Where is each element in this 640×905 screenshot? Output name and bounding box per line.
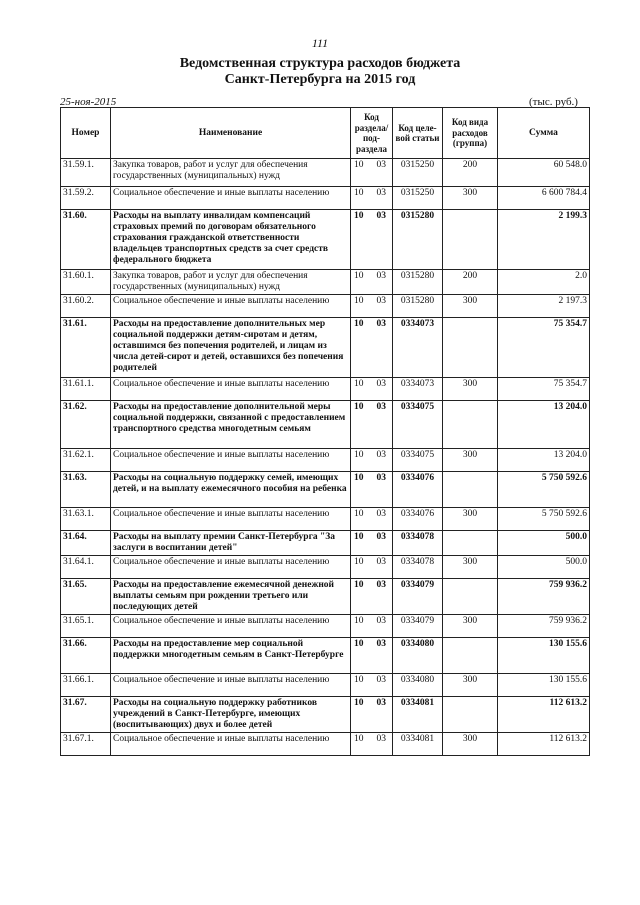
row-subsection: 03 [376,450,386,460]
row-name: Закупка товаров, работ и услуг для обеспечения государственных (муниципальных) нужд [111,270,351,295]
row-target-code: 0334079 [393,615,443,638]
table-row [61,159,590,187]
row-section-code [351,615,393,638]
row-section: 10 [354,211,364,221]
row-section: 10 [354,675,364,685]
row-number: 31.64. [61,531,111,556]
row-number: 31.65.1. [61,615,111,638]
title-line-1: Ведомственная структура расходов бюджета [179,56,461,71]
row-target-code: 0334078 [393,531,443,556]
row-section: 10 [354,379,364,389]
row-expense-type: 300 [443,733,498,756]
row-name: Социальное обеспечение и иные выплаты населению [111,187,351,210]
row-section: 10 [354,616,364,626]
header-amount: Сумма [498,108,590,159]
row-section-code [351,579,393,615]
row-name: Расходы на предоставление ежемесячной денежной выплаты семьям при рождении третьего или последующих детей [111,579,351,615]
row-subsection: 03 [376,639,386,649]
row-subsection: 03 [376,509,386,519]
page-number: 111 [311,36,329,50]
row-name: Социальное обеспечение и иные выплаты населению [111,295,351,318]
table-row [61,579,590,615]
row-target-code: 0334080 [393,674,443,697]
row-section-code [351,295,393,318]
row-amount: 5 750 592.6 [498,508,590,531]
row-section-code [351,318,393,378]
row-amount: 13 204.0 [498,449,590,472]
row-expense-type: 300 [443,295,498,318]
row-name: Социальное обеспечение и иные выплаты населению [111,449,351,472]
row-amount: 2 197.3 [498,295,590,318]
row-target-code: 0334075 [393,449,443,472]
row-expense-type [443,318,498,378]
row-subsection: 03 [376,734,386,744]
table-row [61,556,590,579]
page-title [0,56,640,88]
row-section: 10 [354,580,364,590]
row-subsection: 03 [376,616,386,626]
row-section: 10 [354,509,364,519]
row-name: Расходы на выплату инвалидам компенсаций страховых премий по договорам обязательного страхования гражданской ответственности владельцев транспортных средств за счет средств федерального бюджета [111,210,351,270]
row-expense-type: 300 [443,449,498,472]
budget-table [60,107,590,756]
table-row [61,449,590,472]
row-subsection: 03 [376,532,386,542]
row-number: 31.66. [61,638,111,674]
row-subsection: 03 [376,675,386,685]
row-amount: 759 936.2 [498,615,590,638]
row-name: Расходы на выплату премии Санкт-Петербурга "За заслуги в воспитании детей" [111,531,351,556]
row-amount: 5 750 592.6 [498,472,590,508]
row-subsection: 03 [376,698,386,708]
row-section-code [351,210,393,270]
row-subsection: 03 [376,379,386,389]
row-subsection: 03 [376,188,386,198]
row-section: 10 [354,319,364,329]
row-section: 10 [354,639,364,649]
row-number: 31.60.2. [61,295,111,318]
row-target-code: 0334080 [393,638,443,674]
row-section-code [351,378,393,401]
row-target-code: 0334081 [393,697,443,733]
row-target-code: 0334079 [393,579,443,615]
row-section-code [351,508,393,531]
row-target-code: 0334073 [393,378,443,401]
row-target-code: 0334081 [393,733,443,756]
row-number: 31.64.1. [61,556,111,579]
row-name: Социальное обеспечение и иные выплаты населению [111,378,351,401]
row-section-code [351,697,393,733]
row-subsection: 03 [376,211,386,221]
row-section: 10 [354,271,364,281]
row-number: 31.59.1. [61,159,111,187]
row-section: 10 [354,450,364,460]
row-section: 10 [354,734,364,744]
row-section: 10 [354,160,364,170]
row-name: Расходы на социальную поддержку работников учреждений в Санкт-Петербурге, имеющих (воспитывающих) двух и более детей [111,697,351,733]
row-expense-type: 300 [443,556,498,579]
row-name: Расходы на предоставление мер социальной поддержки многодетным семьям в Санкт-Петербурге [111,638,351,674]
row-amount: 75 354.7 [498,318,590,378]
row-amount: 6 600 784.4 [498,187,590,210]
table-row [61,472,590,508]
row-number: 31.61. [61,318,111,378]
row-section: 10 [354,473,364,483]
row-subsection: 03 [376,402,386,412]
row-number: 31.63.1. [61,508,111,531]
row-subsection: 03 [376,296,386,306]
row-amount: 500.0 [498,531,590,556]
row-target-code: 0315250 [393,187,443,210]
row-subsection: 03 [376,580,386,590]
units-label: (тыс. руб.) [529,96,578,108]
row-subsection: 03 [376,160,386,170]
row-target-code: 0334076 [393,508,443,531]
row-subsection: 03 [376,473,386,483]
row-name: Расходы на предоставление дополнительной меры социальной поддержки, связанной с предоставлением транспортного средства многодетным семьям [111,401,351,449]
row-amount: 112 613.2 [498,697,590,733]
row-amount: 112 613.2 [498,733,590,756]
header-expense-type: Код вида расходов (группа) [443,108,498,159]
table-row [61,378,590,401]
row-section: 10 [354,402,364,412]
row-expense-type: 300 [443,187,498,210]
table-row [61,508,590,531]
row-section-code [351,638,393,674]
row-expense-type: 300 [443,378,498,401]
row-target-code: 0315280 [393,210,443,270]
row-number: 31.67.1. [61,733,111,756]
row-number: 31.62.1. [61,449,111,472]
row-name: Социальное обеспечение и иные выплаты населению [111,674,351,697]
table-row [61,187,590,210]
table-row [61,401,590,449]
row-expense-type [443,579,498,615]
row-section-code [351,449,393,472]
table-row [61,295,590,318]
row-amount: 500.0 [498,556,590,579]
row-amount: 75 354.7 [498,378,590,401]
table-row [61,674,590,697]
header-name: Наименование [111,108,351,159]
row-amount: 13 204.0 [498,401,590,449]
header-number: Номер [61,108,111,159]
row-amount: 130 155.6 [498,638,590,674]
row-subsection: 03 [376,557,386,567]
row-expense-type [443,531,498,556]
row-expense-type: 300 [443,508,498,531]
row-expense-type: 200 [443,159,498,187]
table-row [61,210,590,270]
row-expense-type [443,210,498,270]
row-amount: 759 936.2 [498,579,590,615]
table-row [61,615,590,638]
table-row [61,733,590,756]
row-name: Социальное обеспечение и иные выплаты населению [111,508,351,531]
row-target-code: 0334078 [393,556,443,579]
row-name: Закупка товаров, работ и услуг для обеспечения государственных (муниципальных) нужд [111,159,351,187]
header-section: Код раздела/ под- раздела [351,108,393,159]
row-section-code [351,401,393,449]
row-expense-type [443,472,498,508]
row-number: 31.67. [61,697,111,733]
row-section-code [351,472,393,508]
table-row [61,638,590,674]
row-number: 31.63. [61,472,111,508]
row-amount: 130 155.6 [498,674,590,697]
header-target: Код целе- вой статьи [393,108,443,159]
table-row [61,270,590,295]
row-name: Социальное обеспечение и иные выплаты населению [111,556,351,579]
row-name: Социальное обеспечение и иные выплаты населению [111,733,351,756]
row-name: Расходы на предоставление дополнительных мер социальной поддержки детям-сиротам и детям, оставшимся без попечения родителей, и лицам из числа детей-сирот и детей, оставшихся без попечения родителей [111,318,351,378]
row-expense-type [443,697,498,733]
row-section: 10 [354,188,364,198]
row-amount: 2 199.3 [498,210,590,270]
row-number: 31.62. [61,401,111,449]
row-number: 31.59.2. [61,187,111,210]
row-amount: 60 548.0 [498,159,590,187]
row-target-code: 0315280 [393,270,443,295]
title-line-2: Санкт-Петербурга на 2015 год [224,72,416,87]
row-target-code: 0315280 [393,295,443,318]
row-subsection: 03 [376,271,386,281]
table-header-row [61,108,590,159]
row-expense-type: 300 [443,615,498,638]
row-number: 31.60.1. [61,270,111,295]
row-subsection: 03 [376,319,386,329]
row-target-code: 0334073 [393,318,443,378]
row-number: 31.65. [61,579,111,615]
row-expense-type: 300 [443,674,498,697]
row-section-code [351,674,393,697]
row-section: 10 [354,532,364,542]
row-section-code [351,187,393,210]
row-section-code [351,270,393,295]
row-number: 31.60. [61,210,111,270]
table-row [61,697,590,733]
table-body [61,159,590,756]
row-name: Социальное обеспечение и иные выплаты населению [111,615,351,638]
row-section-code [351,531,393,556]
row-target-code: 0334076 [393,472,443,508]
row-section: 10 [354,557,364,567]
row-expense-type: 200 [443,270,498,295]
row-section-code [351,733,393,756]
row-name: Расходы на социальную поддержку семей, имеющих детей, и на выплату ежемесячного пособия на ребенка [111,472,351,508]
row-section-code [351,159,393,187]
row-amount: 2.0 [498,270,590,295]
row-section: 10 [354,698,364,708]
table-row [61,318,590,378]
table-row [61,531,590,556]
document-date: 25-ноя-2015 [60,96,117,108]
row-section: 10 [354,296,364,306]
row-expense-type [443,638,498,674]
row-number: 31.66.1. [61,674,111,697]
row-expense-type [443,401,498,449]
row-section-code [351,556,393,579]
row-target-code: 0315250 [393,159,443,187]
row-target-code: 0334075 [393,401,443,449]
row-number: 31.61.1. [61,378,111,401]
